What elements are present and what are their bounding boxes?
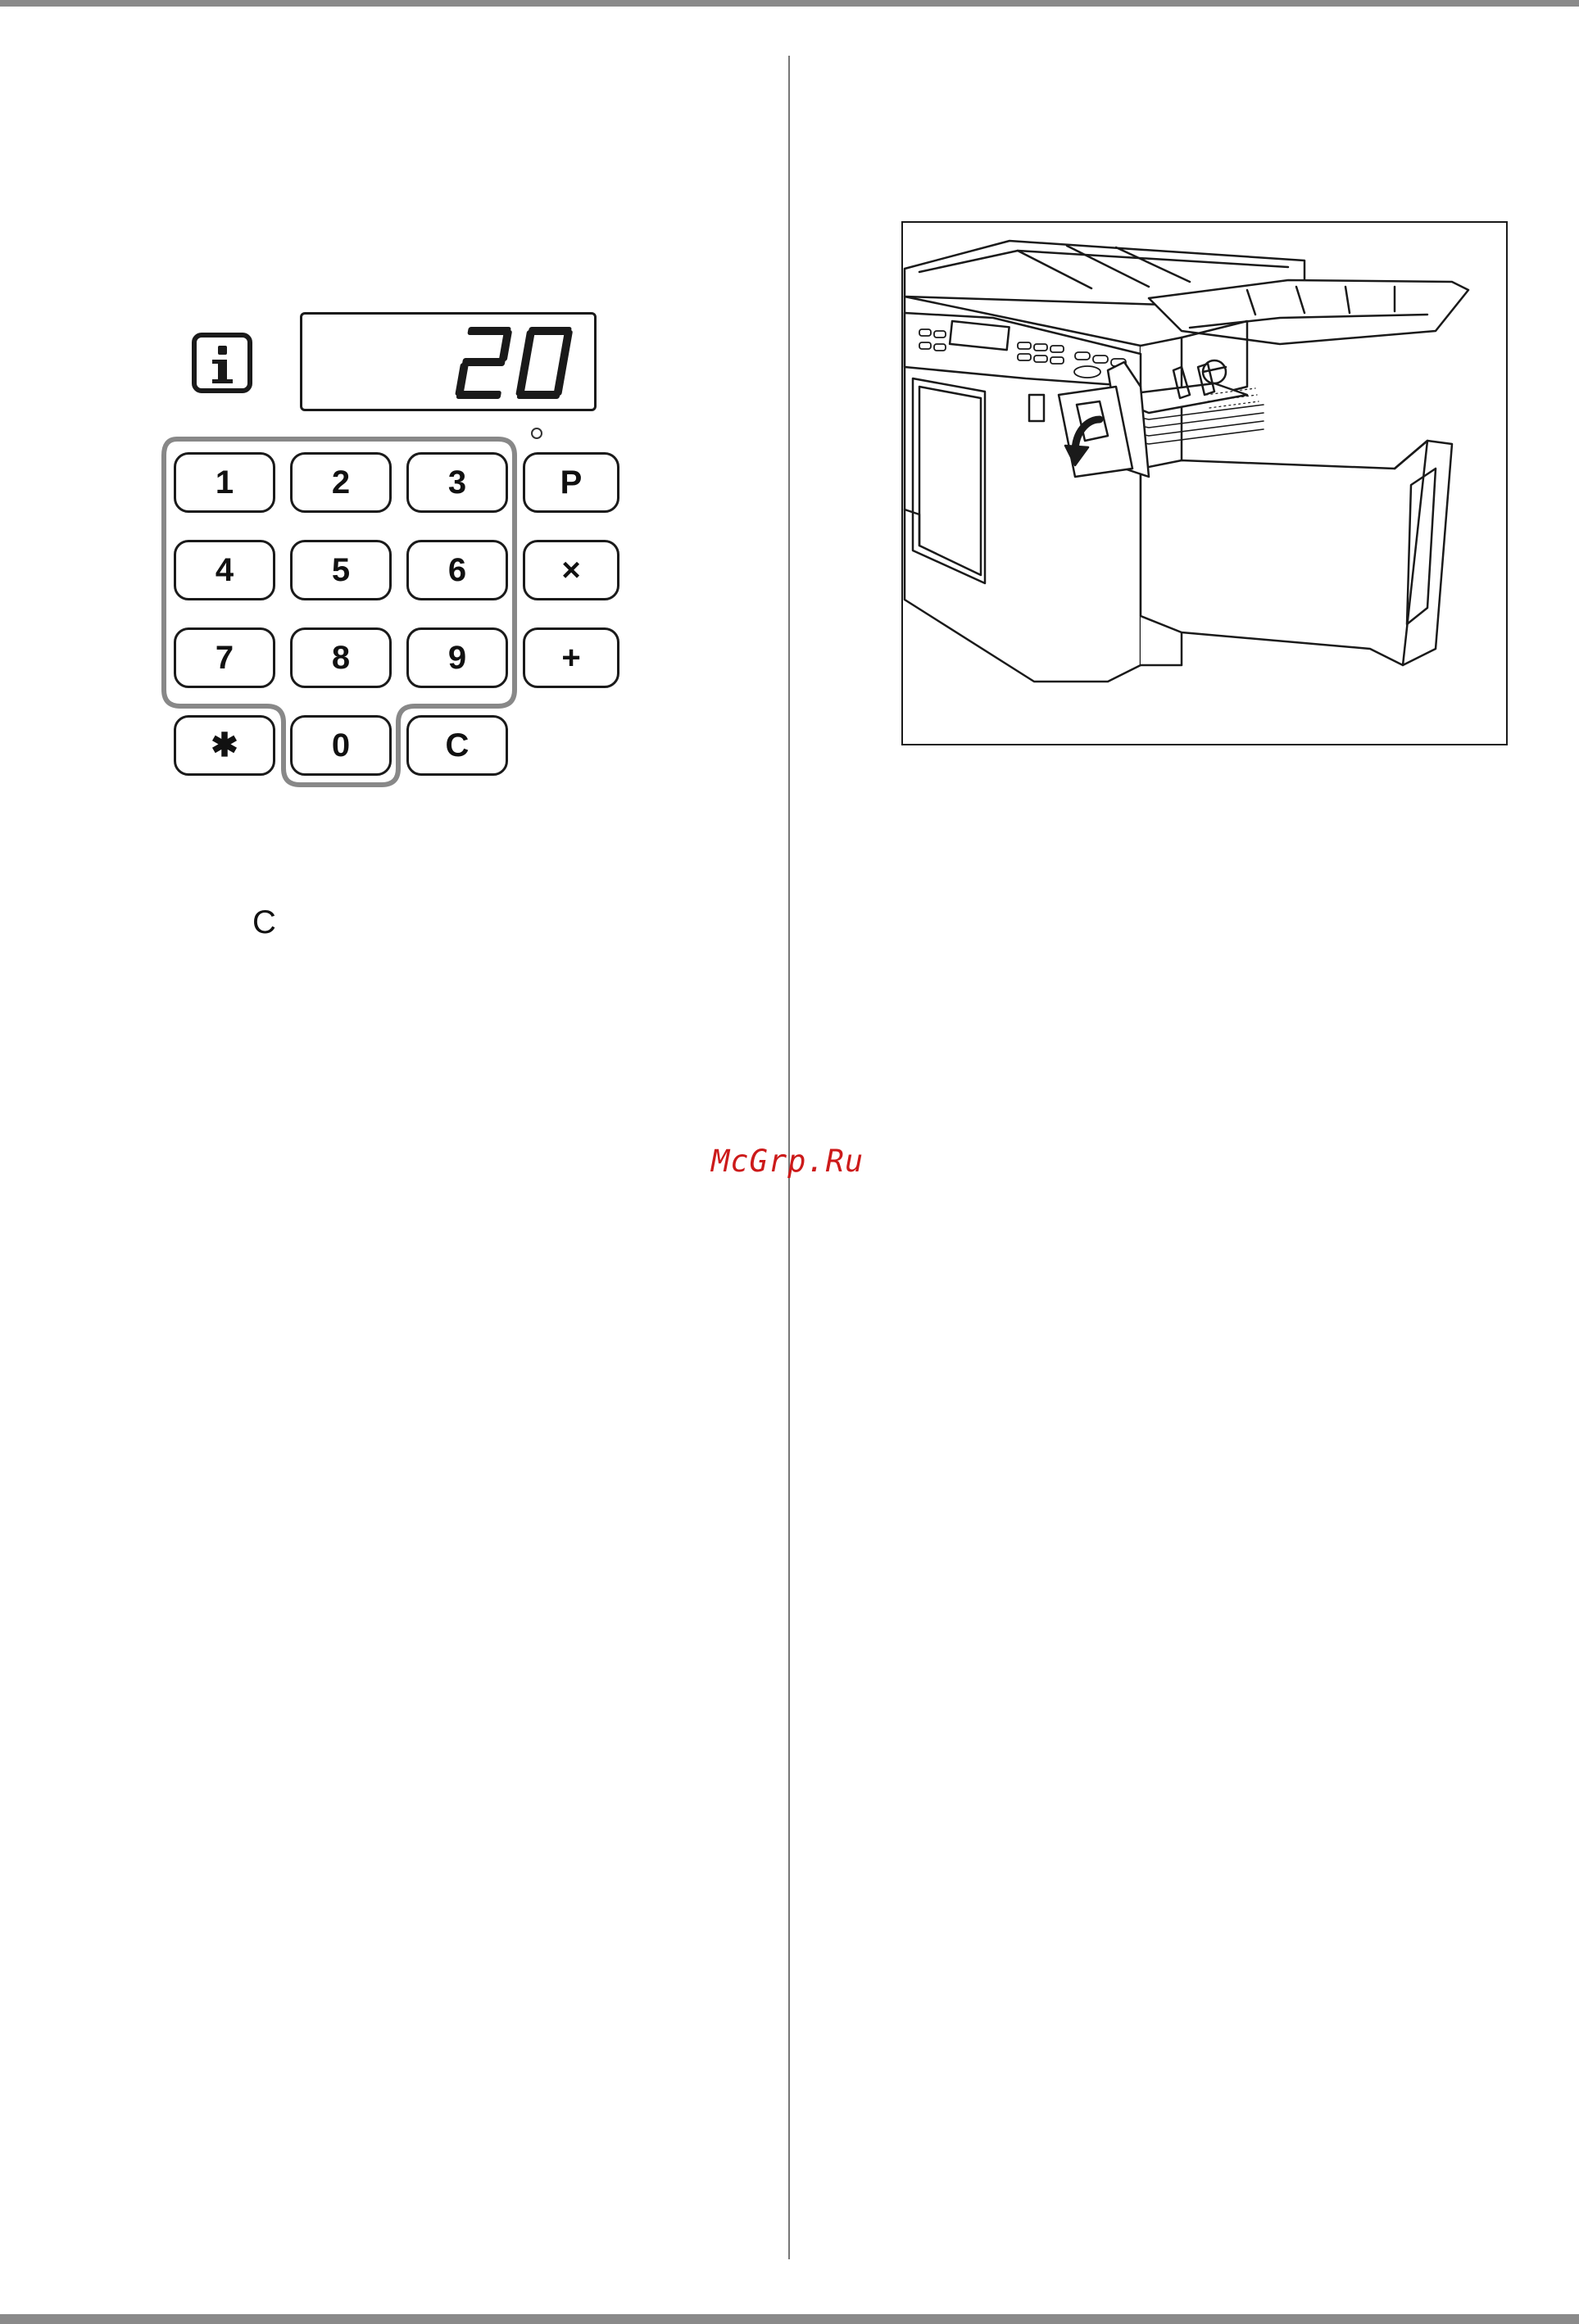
indicator-lamp-icon [531,428,542,439]
display-digits [445,322,576,404]
counter-display [300,312,597,411]
key-plus[interactable]: + [523,627,619,688]
key-1[interactable]: 1 [174,452,275,513]
key-8[interactable]: 8 [290,627,392,688]
key-2[interactable]: 2 [290,452,392,513]
info-icon [192,333,252,393]
key-9[interactable]: 9 [406,627,508,688]
key-clear[interactable]: C [406,715,508,776]
bottom-rule [0,2314,1579,2324]
key-multiply[interactable]: × [523,540,619,600]
key-0[interactable]: 0 [290,715,392,776]
printer-illustration [901,221,1508,745]
key-p[interactable]: P [523,452,619,513]
key-4[interactable]: 4 [174,540,275,600]
key-7[interactable]: 7 [174,627,275,688]
watermark-text: McGrp.Ru [711,1144,864,1179]
key-3[interactable]: 3 [406,452,508,513]
c-key-reference: C [252,904,276,940]
key-6[interactable]: 6 [406,540,508,600]
top-rule [0,0,1579,7]
key-star[interactable]: ✱ [174,715,275,776]
key-5[interactable]: 5 [290,540,392,600]
